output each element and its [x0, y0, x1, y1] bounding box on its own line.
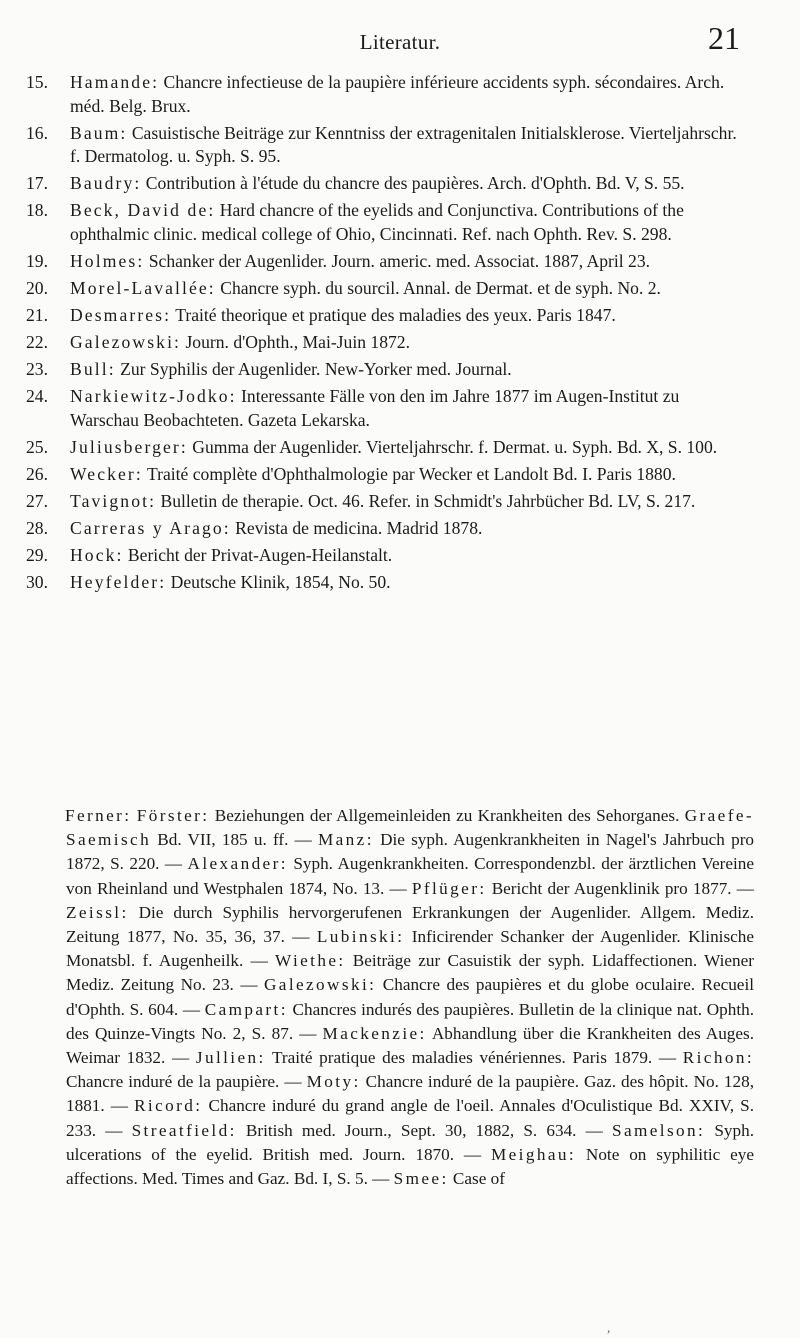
citation-text: Chancre induré de la paupière. Gaz. des hôpit. No. 128, 1881. —: [66, 1072, 754, 1116]
cited-author: Smee:: [393, 1169, 449, 1189]
cited-author: Zeissl:: [66, 902, 129, 922]
reference-text: Revista de medicina. Madrid 1878.: [230, 518, 483, 539]
reference-text: Zur Syphilis der Augenlider. New-Yorker med. Journal.: [115, 359, 512, 380]
citation-text: Note on syphilitic eye affections. Med. Times and Gaz. Bd. I, S. 5. —: [66, 1144, 754, 1189]
citation-text: Die syph. Augenkrankheiten in Nagel's Jahrbuch pro 1872, S. 220. —: [66, 830, 755, 874]
reference-number: 24.: [26, 386, 48, 407]
reference-item: [26, 71, 748, 118]
citation-text: Beziehungen der Allgemeinleiden zu Krankheiten des Sehorganes.: [209, 806, 685, 825]
cited-author: Jullien:: [195, 1048, 266, 1068]
reference-item: [26, 436, 748, 460]
reference-number: 15.: [26, 72, 48, 92]
further-literature-paragraph: [66, 804, 754, 1191]
reference-author: Galezowski:: [70, 332, 182, 353]
reference-number: 28.: [26, 518, 48, 539]
reference-author: Heyfelder:: [70, 572, 167, 593]
cited-author: Alexander:: [187, 854, 288, 874]
citation-text: Syph. ulcerations of the eyelid. British med. Journ. 1870. —: [66, 1120, 755, 1164]
reference-item: [26, 172, 748, 196]
reference-item: [26, 199, 748, 246]
reference-number: 26.: [26, 464, 48, 485]
running-title: Literatur.: [359, 30, 441, 54]
reference-author: Holmes:: [70, 250, 145, 271]
reference-item: [26, 122, 748, 169]
reference-number: 19.: [26, 250, 48, 271]
reference-item: [26, 277, 748, 301]
reference-number: 22.: [26, 332, 48, 353]
cited-author: Mackenzie:: [322, 1023, 427, 1043]
citation-text: Abhandlung über die Krankheiten des Auges. Weimar 1832. —: [66, 1023, 755, 1068]
reference-author: Morel-Lavallée:: [70, 277, 216, 298]
citation-text: Chancre induré du grand angle de l'oeil. Annales d'Oculistique Bd. XXIV, S. 233. —: [66, 1096, 755, 1140]
citation-text: Chancre induré de la paupière. —: [66, 1072, 307, 1092]
reference-number: 18.: [26, 200, 48, 221]
cited-author: Moty:: [306, 1072, 361, 1092]
citation-text: Bericht der Augenklinik pro 1877. —: [486, 878, 754, 898]
cited-author: Ferner:: [65, 806, 132, 825]
reference-item: [26, 544, 748, 568]
cited-author: Ricord:: [134, 1096, 203, 1116]
reference-item: [26, 517, 748, 541]
reference-author: Baum:: [70, 122, 128, 143]
reference-author: Beck, David de:: [70, 200, 216, 221]
reference-item: [26, 463, 748, 487]
cited-author: Lubinski:: [316, 927, 405, 947]
reference-number: 21.: [26, 305, 48, 326]
cited-author: Pflüger:: [411, 878, 487, 898]
citation-text: Inficirender Schanker der Augenlider. Klinische Monatsbl. f. Augenheilk. —: [66, 927, 754, 971]
citation-text: Die durch Syphilis hervorgerufenen Erkrankungen der Augenlider. Allgem. Mediz. Zeitung 1877, No. 35, 36, 37. —: [66, 902, 754, 947]
reference-number: 30.: [26, 572, 48, 593]
cited-author: Campart:: [204, 999, 288, 1019]
reference-number: 27.: [26, 491, 48, 512]
cited-author: Manz:: [317, 830, 374, 850]
reference-text: Interessante Fälle von den im Jahre 1877 im Augen-Institut zu Warschau Beobachteten. Gazeta Lekarska.: [70, 386, 680, 430]
cited-author: Streatfield:: [131, 1120, 237, 1140]
reference-number: 17.: [26, 173, 48, 194]
reference-text: Chancre infectieuse de la paupière inférieure accidents syph. sécondaires. Arch. méd. Belg. Brux.: [70, 72, 725, 116]
reference-author: Hamande:: [70, 72, 160, 92]
cited-author: Wiethe:: [275, 951, 346, 971]
reference-text: Contribution à l'étude du chancre des paupières. Arch. d'Ophth. Bd. V, S. 55.: [141, 173, 685, 194]
cited-author: Richon:: [682, 1048, 754, 1068]
citation-text: Chancre des paupières et du globe oculaire. Recueil d'Ophth. S. 604. —: [66, 975, 754, 1019]
reference-item: [26, 331, 748, 355]
reference-item: [26, 571, 748, 595]
reference-number: 29.: [26, 545, 48, 566]
reference-item: [26, 358, 748, 382]
reference-author: Desmarres:: [70, 305, 172, 326]
reference-text: Schanker der Augenlider. Journ. americ. med. Associat. 1887, April 23.: [144, 250, 651, 271]
reference-item: [26, 385, 748, 432]
reference-item: [26, 490, 748, 514]
citation-text: Case of: [448, 1169, 505, 1189]
reference-author: Baudry:: [70, 173, 142, 194]
reference-text: Casuistische Beiträge zur Kenntniss der extragenitalen Initialsklerose. Vierteljahrschr. f. Dermatolog. u. Syph. S. 95.: [70, 122, 737, 167]
reference-author: Tavignot:: [70, 491, 157, 512]
reference-text: Bericht der Privat-Augen-Heilanstalt.: [123, 545, 393, 566]
cited-author: Samelson:: [611, 1120, 706, 1140]
citation-text: Syph. Augenkrankheiten. Correspondenzbl. der ärztlichen Vereine von Rheinland und Westphalen 1874, No. 13. —: [66, 854, 754, 898]
reference-number: 25.: [26, 436, 48, 457]
reference-author: Hock:: [70, 545, 124, 566]
cited-author: Galezowski:: [263, 975, 377, 995]
reference-item: [26, 304, 748, 328]
reference-text: Journ. d'Ophth., Mai-Juin 1872.: [181, 332, 410, 353]
cited-author: Graefe-Saemisch: [66, 806, 754, 850]
reference-number: 20.: [26, 277, 48, 298]
page-number: 21: [708, 20, 740, 56]
reference-text: Traité theorique et pratique des maladies des yeux. Paris 1847.: [171, 305, 616, 326]
reference-author: Juliusberger:: [70, 436, 188, 457]
citation-text: Traité pratique des maladies vénériennes. Paris 1879. —: [265, 1048, 683, 1068]
citation-text: Chancres indurés des paupières. Bulletin de la clinique nat. Ophth. des Quinze-Vingts No. 2, S. 87. —: [66, 999, 755, 1043]
reference-author: Narkiewitz-Jodko:: [70, 386, 237, 407]
reference-author: Carreras y Arago:: [70, 518, 231, 539]
reference-text: Gumma der Augenlider. Vierteljahrschr. f. Dermat. u. Syph. Bd. X, S. 100.: [187, 436, 718, 457]
reference-author: Bull:: [70, 359, 116, 380]
reference-item: [26, 250, 748, 274]
reference-number: 23.: [26, 359, 48, 380]
reference-text: Hard chancre of the eyelids and Conjunctiva. Contributions of the ophthalmic clinic. medical college of Ohio, Cincinnati. Ref. nach Ophth. Rev. S. 298.: [70, 200, 684, 244]
citation-text: Beiträge zur Casuistik der syph. Lidaffectionen. Wiener Mediz. Zeitung No. 23. —: [66, 951, 754, 995]
reference-list: [26, 71, 748, 599]
citation-text: British med. Journ., Sept. 30, 1882, S. 634. —: [236, 1120, 612, 1140]
page-header: [0, 20, 800, 60]
cited-author: Meighau:: [490, 1144, 577, 1164]
citation-text: Bd. VII, 185 u. ff. —: [151, 830, 318, 850]
reference-text: Chancre syph. du sourcil. Annal. de Dermat. et de syph. No. 2.: [215, 277, 661, 298]
cited-author: Förster:: [136, 806, 210, 825]
reference-text: Traité complète d'Ophthalmologie par Wecker et Landolt Bd. I. Paris 1880.: [142, 464, 676, 485]
reference-text: Deutsche Klinik, 1854, No. 50.: [166, 572, 391, 593]
reference-author: Wecker:: [70, 464, 143, 485]
margin-mark: ,: [607, 1320, 611, 1335]
reference-text: Bulletin de therapie. Oct. 46. Refer. in Schmidt's Jahrbücher Bd. LV, S. 217.: [156, 491, 696, 512]
reference-number: 16.: [26, 122, 48, 143]
